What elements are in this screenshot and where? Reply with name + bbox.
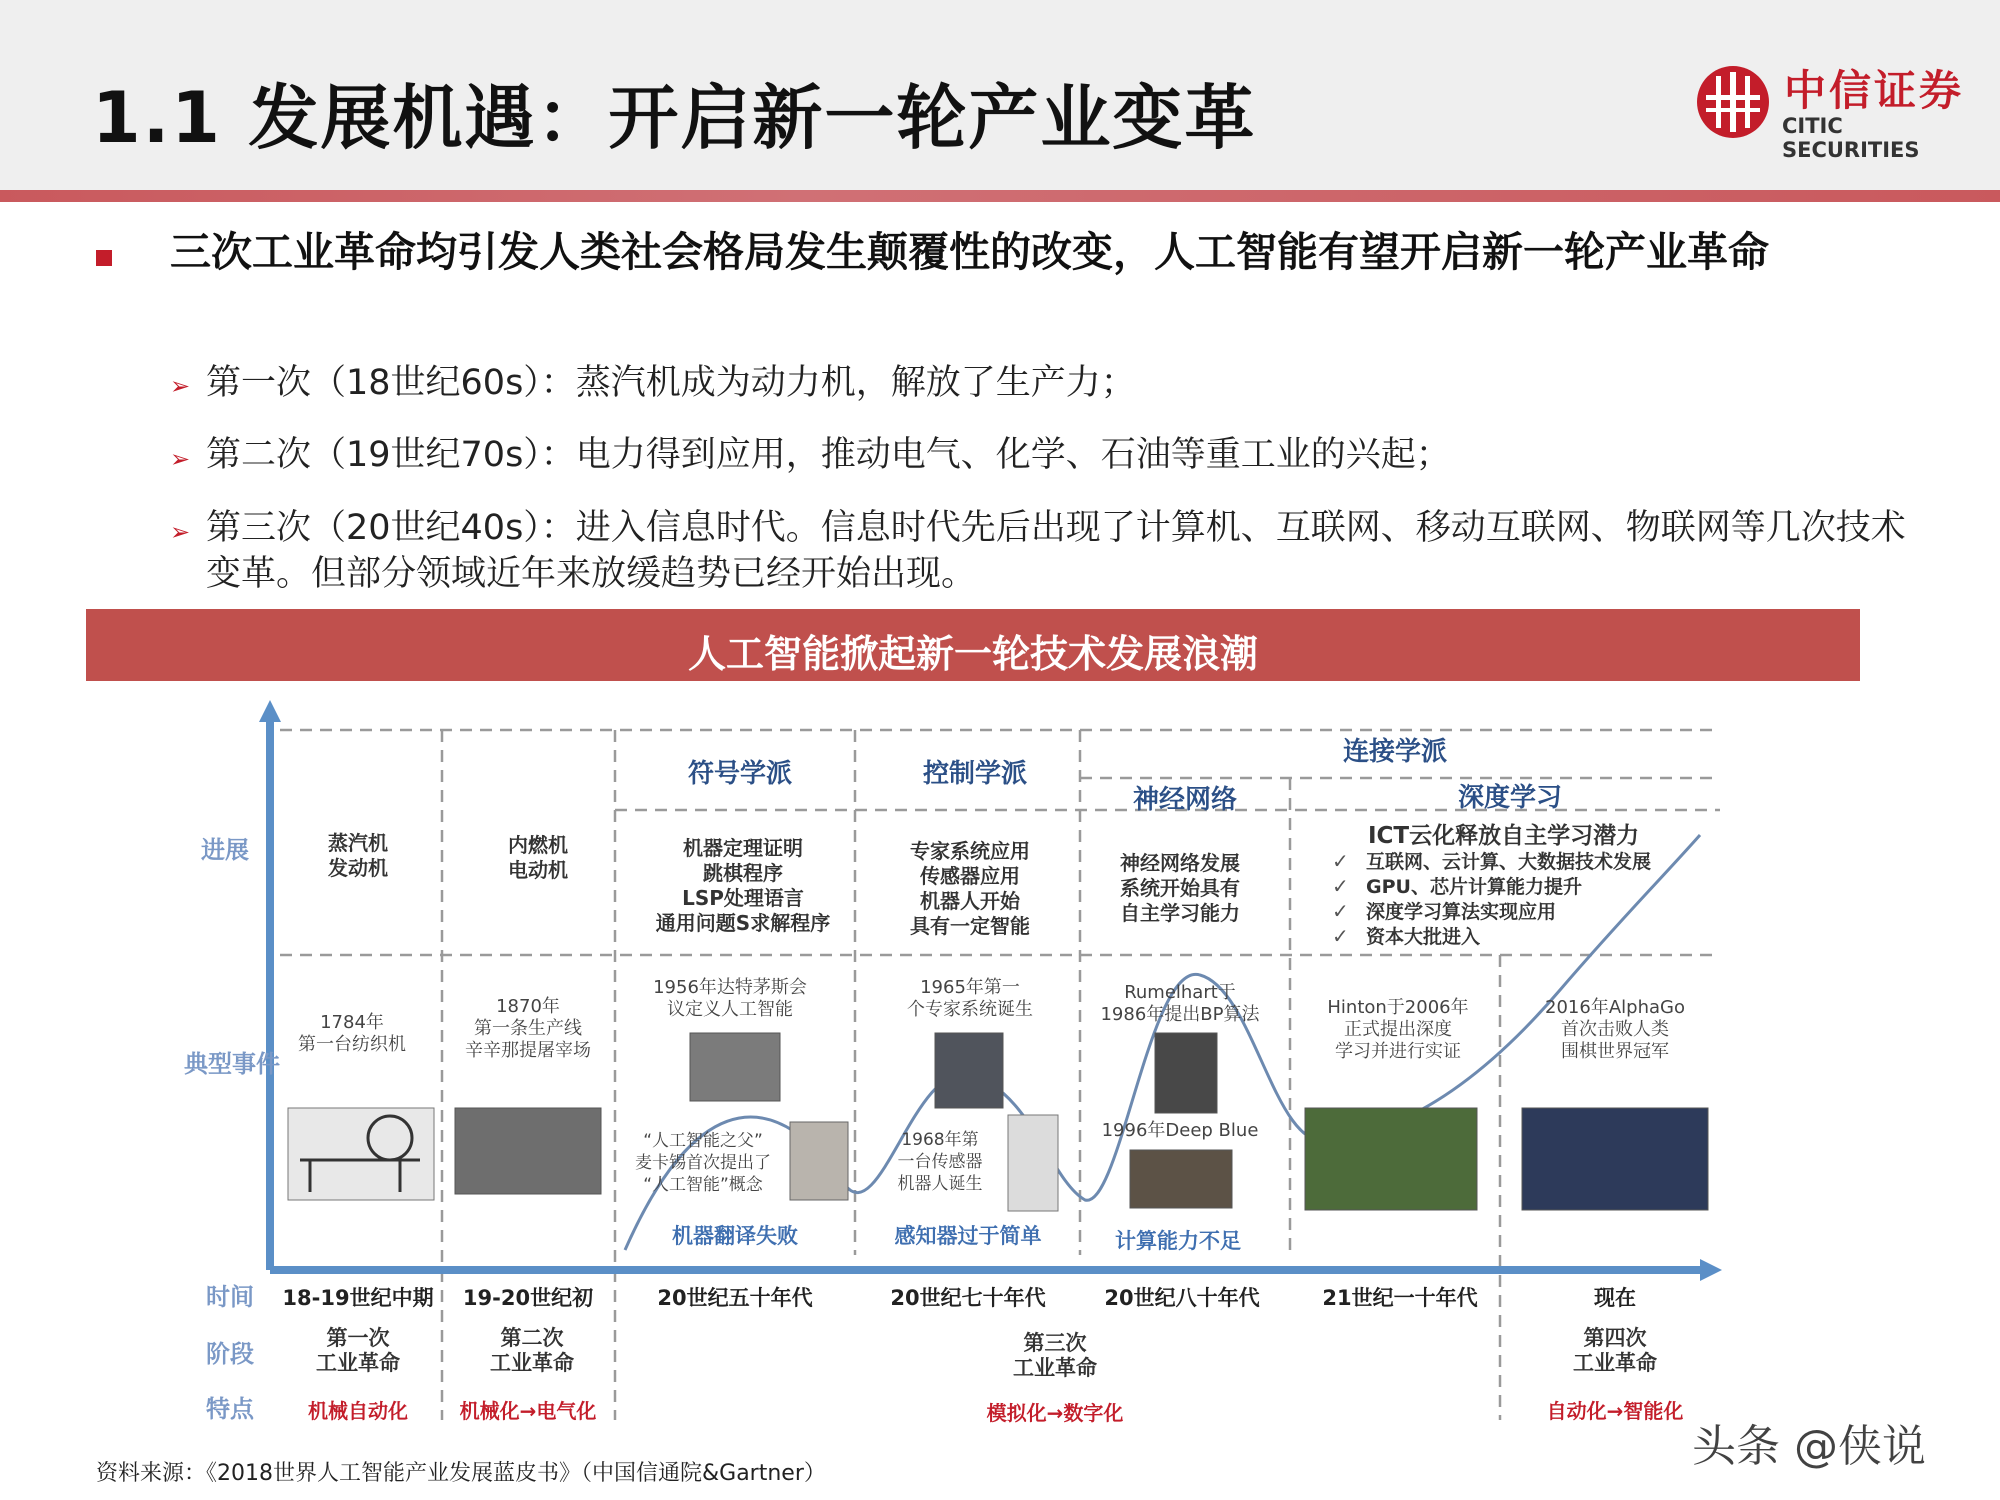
row-labels	[184, 836, 280, 1423]
time-labels	[282, 1286, 1636, 1310]
page-title: 1.1 发展机遇：开启新一轮产业变革	[92, 77, 1257, 159]
photo-mccarthy	[790, 1122, 848, 1200]
deep-progress-item: GPU、芯片计算能力提升	[1366, 876, 1582, 898]
photo-scientist	[935, 1033, 1003, 1108]
row-label-events: 典型事件	[184, 1050, 280, 1078]
watermark: 头条 @侠说	[1692, 1421, 1926, 1472]
event-mccarthy: “人工智能之父”麦卡锡首次提出了“人工智能”概念	[635, 1131, 771, 1195]
time-label: 19-20世纪初	[462, 1286, 594, 1310]
time-label: 18-19世纪中期	[282, 1286, 434, 1310]
deep-progress-item: 资本大批进入	[1366, 926, 1481, 948]
stage-label: 第三次工业革命	[1013, 1331, 1097, 1380]
figure-banner-title: 人工智能掀起新一轮技术发展浪潮	[687, 632, 1258, 676]
event-text: 1956年达特茅斯会议定义人工智能	[653, 977, 807, 1020]
event-text: 1870年第一条生产线辛辛那提屠宰场	[465, 996, 591, 1061]
school-connection: 连接学派	[1342, 737, 1448, 767]
y-axis-arrow-icon	[259, 700, 281, 722]
photo-robot	[1008, 1115, 1058, 1211]
school-labels	[688, 736, 1562, 815]
row-label-feature: 特点	[206, 1395, 254, 1423]
feature-label: 机械自动化	[308, 1399, 408, 1423]
checkmark-icon: ✓	[1332, 849, 1349, 873]
setback-label: 感知器过于简单	[894, 1224, 1042, 1248]
stage-label: 第二次工业革命	[490, 1326, 574, 1375]
time-label: 20世纪八十年代	[1104, 1286, 1260, 1310]
lead-statement: 三次工业革命均引发人类社会格局发生颠覆性的改变，人工智能有望开启新一轮产业革命	[170, 228, 1769, 276]
event-text: 1784年第一台纺织机	[298, 1012, 406, 1055]
setback-label: 计算能力不足	[1115, 1229, 1241, 1253]
event-text: 1965年第一个专家系统诞生	[907, 977, 1033, 1020]
row-label-time: 时间	[206, 1283, 254, 1311]
progress-text: 内燃机电动机	[508, 833, 568, 882]
photo-deep-blue	[1130, 1150, 1232, 1208]
school-neural: 神经网络	[1132, 785, 1238, 815]
row-label-progress: 进展	[201, 836, 249, 864]
progress-text: 蒸汽机发动机	[328, 831, 388, 880]
checkmark-icons	[1332, 849, 1349, 948]
stage-label: 第一次工业革命	[316, 1326, 400, 1375]
logo-text-cn: 中信证券	[1784, 66, 1965, 115]
arrow-bullet-icon: ➢	[170, 445, 191, 473]
arrow-bullet-icon: ➢	[170, 518, 191, 546]
progress-text: 机器定理证明跳棋程序 LSP处理语言通用问题S求解程序	[655, 836, 831, 935]
progress-text: 神经网络发展系统开始具有自主学习能力	[1120, 851, 1240, 925]
school-control: 控制学派	[922, 759, 1028, 789]
row-label-stage: 阶段	[206, 1340, 254, 1368]
feature-label: 模拟化→数字化	[986, 1401, 1124, 1425]
deep-progress-item: 深度学习算法实现应用	[1366, 901, 1557, 923]
feature-labels	[308, 1399, 1683, 1425]
checkmark-icon: ✓	[1332, 874, 1349, 898]
setback-label: 机器翻译失败	[672, 1224, 798, 1248]
photo-hinton	[1305, 1108, 1477, 1210]
event-text: Rumelhart于 1986年提出BP算法	[1100, 982, 1260, 1025]
photo-alphago	[1522, 1108, 1708, 1210]
feature-label: 机械化→电气化	[459, 1399, 597, 1423]
event-deep-blue: 1996年Deep Blue	[1101, 1120, 1259, 1141]
stage-label: 第四次工业革命	[1573, 1326, 1657, 1375]
time-label: 20世纪五十年代	[657, 1286, 813, 1310]
feature-label: 自动化→智能化	[1546, 1399, 1684, 1423]
time-label: 现在	[1594, 1286, 1636, 1310]
event-sensor-robot: 1968年第一台传感器机器人诞生	[897, 1130, 983, 1194]
logo-text-en: CITIC SECURITIES	[1782, 114, 1920, 162]
deep-progress-item: 互联网、云计算、大数据技术发展	[1366, 851, 1652, 873]
event-text: 2016年AlphaGo 首次击败人类围棋世界冠军	[1545, 997, 1685, 1062]
checkmark-icon: ✓	[1332, 924, 1349, 948]
deep-progress-title: ICT云化释放自主学习潜力	[1368, 823, 1640, 849]
checkmark-icon: ✓	[1332, 899, 1349, 923]
x-axis-arrow-icon	[1700, 1259, 1722, 1281]
point-third-revolution: 第三次（20世纪40s）：进入信息时代。信息时代先后出现了计算机、互联网、移动互联网、物联网等几次技术变革。但部分领域近年来放缓趋势已经开始出现。	[206, 508, 1906, 594]
point-first-revolution: 第一次（18世纪60s）：蒸汽机成为动力机，解放了生产力；	[206, 363, 1136, 403]
school-deep: 深度学习	[1457, 783, 1563, 813]
arrow-bullet-icon: ➢	[170, 372, 191, 400]
school-symbolic: 符号学派	[687, 759, 793, 789]
time-label: 21世纪一十年代	[1322, 1286, 1478, 1310]
photo-rumelhart	[1155, 1033, 1217, 1113]
time-label: 20世纪七十年代	[890, 1286, 1046, 1310]
setback-labels	[672, 1224, 1241, 1253]
progress-text: 专家系统应用传感器应用机器人开始具有一定智能	[910, 839, 1030, 938]
source-note: 资料来源：《2018世界人工智能产业发展蓝皮书》（中国信通院&Gartner）	[96, 1461, 826, 1486]
point-second-revolution: 第二次（19世纪70s）：电力得到应用，推动电气、化学、石油等重工业的兴起；	[206, 435, 1451, 475]
photo-dartmouth	[690, 1033, 780, 1101]
photo-production-line	[455, 1108, 601, 1194]
event-text: Hinton于2006年正式提出深度学习并进行实证	[1327, 997, 1469, 1062]
